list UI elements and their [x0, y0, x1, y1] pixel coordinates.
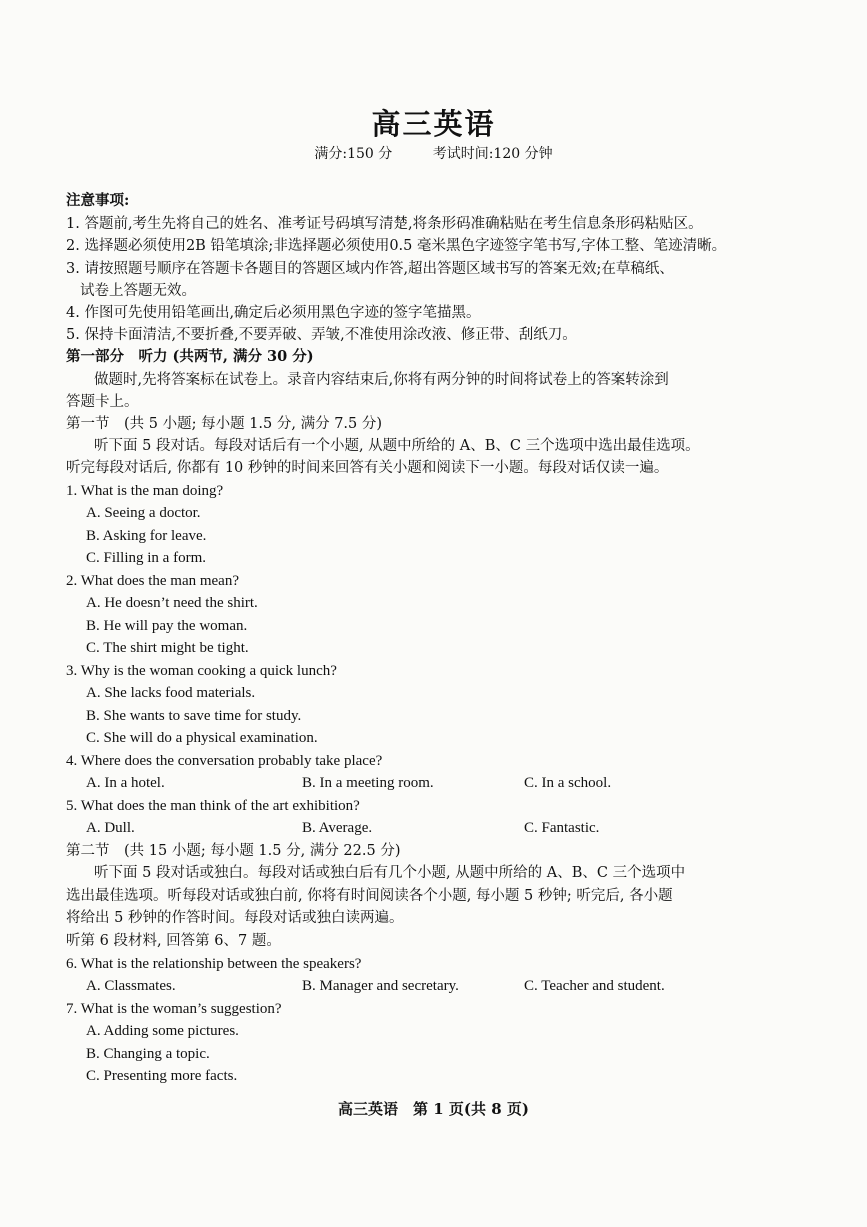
- page-footer: 高三英语 第 1 页(共 8 页): [338, 1100, 529, 1118]
- question-4-option-c: C. In a school.: [524, 775, 612, 791]
- section2-instructions: 选出最佳选项。听每段对话或独白前, 你将有时间阅读各个小题, 每小题 5 秒钟; 听完后, 各小题: [66, 888, 673, 904]
- notice-item: 1. 答题前,考生先将自己的姓名、准考证号码填写清楚,将条形码准确粘贴在考生信息条形码粘贴区。: [66, 216, 703, 232]
- notice-item: 3. 请按照题号顺序在答题卡各题目的答题区域内作答,超出答题区域书写的答案无效;在草稿纸、: [66, 261, 674, 277]
- section1-instructions: 听完每段对话后, 你都有 10 秒钟的时间来回答有关小题和阅读下一小题。每段对话仅读一遍。: [66, 460, 669, 476]
- question-5-option-c: C. Fantastic.: [524, 820, 600, 836]
- question-1-option-a: A. Seeing a doctor.: [86, 505, 201, 521]
- section1-heading: 第一节 (共 5 小题; 每小题 1.5 分, 满分 7.5 分): [66, 416, 383, 432]
- question-6-option-b: B. Manager and secretary.: [302, 978, 459, 994]
- notice-item: 5. 保持卡面清洁,不要折叠,不要弄破、弄皱,不准使用涂改液、修正带、刮纸刀。: [66, 327, 577, 343]
- question-7-option-a: A. Adding some pictures.: [86, 1023, 239, 1039]
- full-score: 满分:150 分: [314, 146, 393, 162]
- question-2-stem: 2. What does the man mean?: [66, 573, 239, 589]
- section1-instructions: 听下面 5 段对话。每段对话后有一个小题, 从题中所给的 A、B、C 三个选项中选出最佳选项。: [94, 438, 700, 454]
- section2-heading: 第二节 (共 15 小题; 每小题 1.5 分, 满分 22.5 分): [66, 843, 401, 859]
- exam-meta: [0, 143, 867, 163]
- notice-item: 试卷上答题无效。: [80, 283, 196, 299]
- question-3-option-a: A. She lacks food materials.: [86, 685, 256, 701]
- question-7-option-c: C. Presenting more facts.: [86, 1068, 238, 1084]
- question-6-stem: 6. What is the relationship between the speakers?: [66, 956, 362, 972]
- section2-instructions: 将给出 5 秒钟的作答时间。每段对话或独白读两遍。: [66, 910, 404, 926]
- question-3-option-c: C. She will do a physical examination.: [86, 730, 318, 746]
- material-6-label: 听第 6 段材料, 回答第 6、7 题。: [66, 933, 281, 949]
- question-5-option-a: A. Dull.: [86, 820, 135, 836]
- question-3-stem: 3. Why is the woman cooking a quick lunch?: [66, 663, 337, 679]
- question-6-option-c: C. Teacher and student.: [524, 978, 665, 994]
- notice-heading: 注意事项:: [66, 192, 130, 209]
- question-7-stem: 7. What is the woman’s suggestion?: [66, 1001, 282, 1017]
- question-7-option-b: B. Changing a topic.: [86, 1046, 210, 1062]
- question-6-option-a: A. Classmates.: [86, 978, 176, 994]
- question-1-option-b: B. Asking for leave.: [86, 528, 207, 544]
- question-4-stem: 4. Where does the conversation probably take place?: [66, 753, 383, 769]
- question-1-stem: 1. What is the man doing?: [66, 483, 224, 499]
- notice-item: 4. 作图可先使用铅笔画出,确定后必须用黑色字迹的签字笔描黑。: [66, 305, 481, 321]
- section2-instructions: 听下面 5 段对话或独白。每段对话或独白后有几个小题, 从题中所给的 A、B、C 三个选项中: [94, 865, 686, 881]
- question-4-option-a: A. In a hotel.: [86, 775, 165, 791]
- part1-instructions: 做题时,先将答案标在试卷上。录音内容结束后,你将有两分钟的时间将试卷上的答案转涂到: [94, 372, 669, 388]
- part1-instructions: 答题卡上。: [66, 394, 139, 410]
- page-title: 高三英语: [371, 107, 496, 141]
- question-1-option-c: C. Filling in a form.: [86, 550, 206, 566]
- exam-time: 考试时间:120 分钟: [432, 146, 553, 162]
- part1-heading: 第一部分 听力 (共两节, 满分 30 分): [66, 348, 314, 365]
- notice-item: 2. 选择题必须使用2B 铅笔填涂;非选择题必须使用0.5 毫米黑色字迹签字笔书写,字体工整、笔迹清晰。: [66, 238, 727, 254]
- question-2-option-c: C. The shirt might be tight.: [86, 640, 249, 656]
- question-2-option-b: B. He will pay the woman.: [86, 618, 248, 634]
- question-2-option-a: A. He doesn’t need the shirt.: [86, 595, 258, 611]
- question-5-stem: 5. What does the man think of the art exhibition?: [66, 798, 360, 814]
- question-5-option-b: B. Average.: [302, 820, 373, 836]
- question-3-option-b: B. She wants to save time for study.: [86, 708, 302, 724]
- question-4-option-b: B. In a meeting room.: [302, 775, 434, 791]
